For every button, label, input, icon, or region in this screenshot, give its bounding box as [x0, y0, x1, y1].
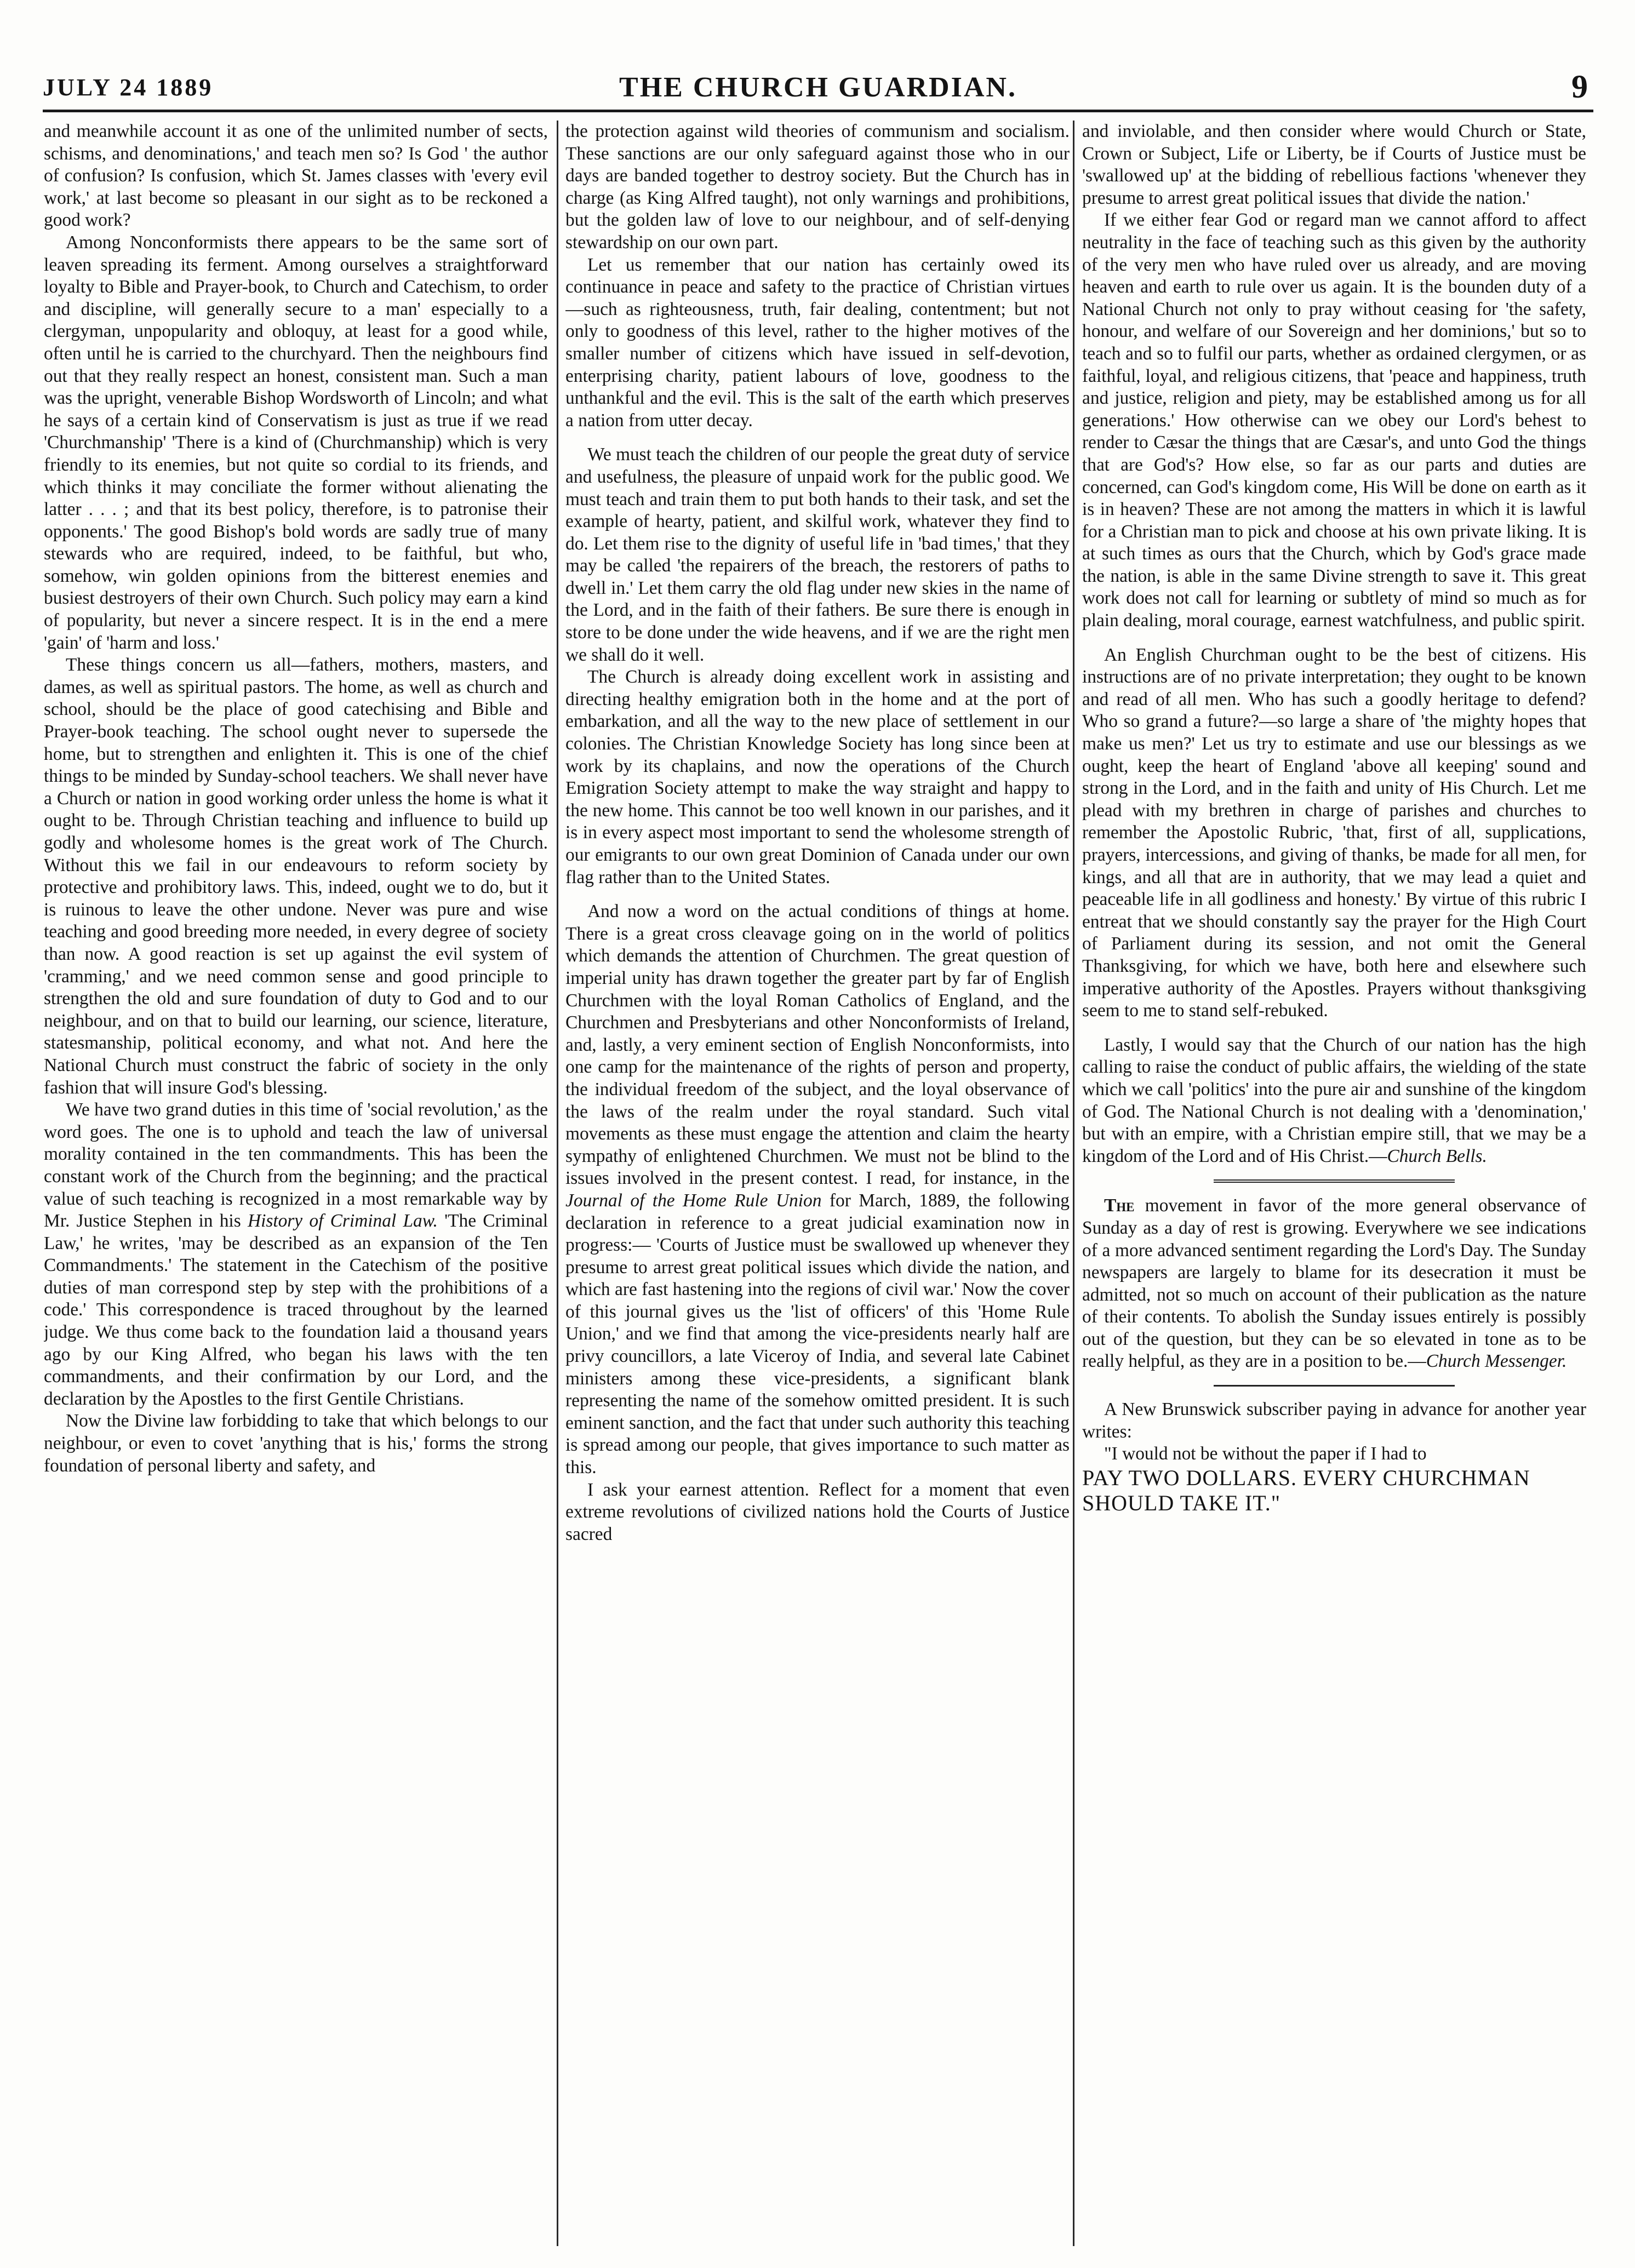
masthead-title: THE CHURCH GUARDIAN.: [619, 72, 1017, 103]
issue-date: JULY 24 1889: [43, 74, 214, 101]
paragraph: and inviolable, and then consider where would Church or State, Crown or Subject, Life or Liberty, be if Courts of Justice must be 'swallowed up' at the bidding of rebellious factions 'whenever they presume to arrest great political issues that divide the nation.': [1082, 121, 1586, 208]
page-header: [43, 68, 1593, 112]
paragraph: "I would not be without the paper if I had to: [1104, 1444, 1427, 1464]
paragraph: [1082, 1034, 1586, 1168]
column-2: [565, 121, 1070, 2246]
paragraph: An English Churchman ought to be the best of citizens. His instructions are of no private interpretation; they ought to be known and read of all men. Who has such a goodly heritage to defend? Who so grand a future?—so large a share of 'the mighty hopes that make us men?' Let us try to estimate and use our blessings as we ought, keep the heart of England 'above all keeping' sound and strong in the Lord, and in the faith and unity of His Church. Let me plead with my brethren in charge of parishes and churches to remember the Apostolic Rubric, 'that, first of all, supplications, prayers, intercessions, and giving of thanks, be made for all men, for kings, and all that are in authority, that we may lead a quiet and peaceable life in all godliness and honesty.' By virtue of this rubric I entreat that we should constantly say the prayer for the High Court of Parliament during its session, and not omit the General Thanksgiving, for which we have, both here and elsewhere such imperative authority of the Apostles. Prayers without thanksgiving seem to me to stand self-rebuked.: [1082, 644, 1586, 1021]
text-run: We have two grand duties in this time of 'social revolution,' as the word goes. The one is to uphold and teach the law of universal morality contained in the ten commandments. This has been the constant work of the Church from the beginning; and the practical value of such teaching is recognized in a most remarkable way by Mr. Justice Stephen in his: [44, 1099, 548, 1232]
paragraph: A New Brunswick subscriber paying in advance for another year writes:: [1082, 1399, 1586, 1442]
paragraph: I ask your earnest attention. Reflect for a moment that even extreme revolutions of civilized nations hold the Courts of Justice sacred: [565, 1479, 1070, 1544]
paragraph: [565, 901, 1070, 1479]
paragraph: We must teach the children of our people the great duty of service and usefulness, the pleasure of unpaid work for the public good. We must teach and train them to put both hands to their task, and set the example of hearty, patient, and skilful work, whatever they find to do. Let them rise to the dignity of useful life in 'bad times,' that they may be called 'the repairers of the breach, the restorers of paths to dwell in.' Let them carry the old flag under new skies in the name of the Lord, and in the faith of their fathers. Be sure there is enough in store to be done under the wide heavens, and if we are the right men we shall do it well.: [565, 444, 1070, 665]
text-run: Lastly, I would say that the Church of our nation has the high calling to raise the conduct of public affairs, the wielding of the state which we call 'politics' into the pure air and sunshine of the kingdom of God. The National Church is not dealing with a 'denomination,' but with an empire, with a Christian empire still, that we may be a kingdom of the Lord and of His Christ.—: [1082, 1034, 1586, 1166]
source-credit: Church Messenger.: [1426, 1351, 1567, 1372]
section-divider: [1214, 1179, 1455, 1183]
paragraph: the protection against wild theories of communism and socialism. These sanctions are our only safeguard against those who in our days are banded together to destroy society. But the Church has in charge (as King Alfred taught), not only warnings and prohibitions, but the golden law of love to our neighbour, and of self-denying stewardship on our own part.: [565, 121, 1070, 253]
paragraph: Let us remember that our nation has certainly owed its continuance in peace and safety to the practice of Christian virtues—such as righteousness, truth, fair dealing, contentment; but not only to goodness of this level, rather to the higher motives of the smaller number of citizens which have issued in self-devotion, enterprising charity, patient labours of love, goodness to the unthankful and the evil. This is the salt of the earth which preserves a nation from utter decay.: [565, 254, 1070, 431]
section-divider: [1214, 1385, 1455, 1387]
paragraph: and meanwhile account it as one of the unlimited number of sects, schisms, and denominations,' and teach men so? Is God ' the author of confusion? Is confusion, which St. James classes with 'every evil work,' at last become so pleasant in our sight as to be reckoned a good work?: [44, 121, 548, 231]
paragraph: These things concern us all—fathers, mothers, masters, and dames, as well as spiritual pastors. The home, as well as church and school, should be the place of good catechising and Bible and Prayer-book teaching. The school ought never to supersede the home, but to strengthen and enlighten it. This is one of the chief things to be minded by Sunday-school teachers. We shall never have a Church or nation in good working order unless the home is what it ought to be. Through Christian teaching and influence to build up godly and wholesome homes is the great work of The Church. Without this we fail in our endeavours to reform society by protective and prohibitory laws. This, indeed, ought we to do, but it is ruinous to leave the other undone. Never was pure and wise teaching and good breeding more needed, in every degree of society than now. A good reaction is set up against the evil system of 'cramming,' and we need common sense and good principle to strengthen the old and sure foundation of duty to God and to our neighbour, and on that to build our learning, our science, literature, statesmanship, political economy, and what not. And here the National Church must construct the fabric of society in the only fashion that will insure God's blessing.: [44, 655, 548, 1098]
journal-title: Journal of the Home Rule Union: [565, 1190, 822, 1211]
column-rule-left: [557, 121, 558, 2246]
lead-word: The: [1104, 1195, 1135, 1216]
text-run: movement in favor of the more general observance of Sunday as a day of rest is growing. Everywhere we see indications of a more advanced sentiment regarding the Lord's Day. The Sunday newspapers are largely to blame for its desecration it must be admitted, not so much on account of their publication as the nature of their contents. To abolish the Sunday issues entirely is possibly out of the question, but they can be so elevated in tone as to be really helpful, as they are in a position to be.—: [1082, 1195, 1586, 1372]
text-run: 'The Criminal Law,' he writes, 'may be described as an expansion of the Ten Commandments.' The statement in the Catechism of the positive duties of man correspond step by step with the prohibitions of a code.' This correspondence is traced throughout by the learned judge. We thus come back to the foundation laid a thousand years ago by our King Alfred, who began his laws with the ten commandments, and their confirmation by our Lord, and the declaration by the Apostles to the first Gentile Christians.: [44, 1211, 548, 1409]
paragraph: The Church is already doing excellent work in assisting and directing healthy emigration both in the home and at the port of embarkation, and all the way to the new place of settlement in our colonies. The Christian Knowledge Society has long since been at work by its chaplains, and now the operations of the Church Emigration Society attempt to make the way straight and happy to the new home. This cannot be too well known in our parishes, and it is in every aspect most important to send the wholesome strength of our emigrants to our own great Dominion of Canada under our own flag rather than to the United States.: [565, 667, 1070, 887]
text-run: And now a word on the actual conditions of things at home. There is a great cross cleavage going on in the world of politics which demands the attention of Churchmen. The great question of imperial unity has drawn together the greater part by far of English Churchmen with the loyal Roman Catholics of England, and the Churchmen and Presbyterians and other Nonconformists of Ireland, and, lastly, a very eminent section of English Nonconformists, into one camp for the maintenance of the rights of person and property, the individual freedom of the subject, and the loyal observance of the laws of the realm under the royal standard. Such vital movements as these must engage the attention and claim the hearty sympathy of enlightened Churchmen. We must not be blind to the issues involved in the present contest. I read, for instance, in the: [565, 901, 1070, 1189]
paragraph: Among Nonconformists there appears to be the same sort of leaven spreading its ferment. Among ourselves a straightforward loyalty to Bible and Prayer-book, to Church and Catechism, to order and discipline, will generally secure to a man' especially to a clergyman, unpopularity and obloquy, at least for a good while, often until he is carried to the churchyard. Then the neighbours find out that they really respect an honest, consistent man. Such a man was the upright, venerable Bishop Wordsworth of Lincoln; and what he says of a certain kind of Conservatism is just as true if we read 'Churchmanship' 'There is a kind of (Churchmanship) which is very friendly to its enemies, but not quite so cordial to its friends, and which thinks it may conciliate the former without alienating the latter . . . ; and that its best policy, therefore, is to patronise their opponents.' The good Bishop's bold words are sadly true of many stewards who are required, indeed, to be faithful, but who, somehow, win golden opinions from the bitterest enemies and busiest destroyers of their own Church. Such policy may earn a kind of popularity, but never a sincere respect. It is in the end a mere 'gain' of 'harm and loss.': [44, 232, 548, 653]
paragraph: [44, 1099, 548, 1410]
page-number: 9: [1571, 68, 1588, 105]
paragraph: [1082, 1195, 1586, 1373]
paragraph: Now the Divine law forbidding to take that which belongs to our neighbour, or even to covet 'anything that is his,' forms the strong foundation of personal liberty and safety, and: [44, 1411, 548, 1476]
text-run: for March, 1889, the following declaration in reference to a great judicial examination now in progress:— 'Courts of Justice must be swallowed up whenever they presume to arrest great political issues which divide the nation, and which are fast hastening into the regions of civil war.' Now the cover of this journal gives us the 'list of officers' of this 'Home Rule Union,' and we find that among the vice-presidents nearly half are privy councillors, a late Viceroy of India, and several late Cabinet ministers among these vice-presidents, a significant blank representing the name of the somehow omitted president. It is such eminent sanction, and the fact that under such authority this teaching is spread among our people, that gives importance to such matter as this.: [565, 1190, 1070, 1478]
column-rule-right: [1073, 121, 1074, 2246]
column-1: [44, 121, 548, 2246]
source-credit: Church Bells.: [1387, 1146, 1487, 1166]
paragraph: If we either fear God or regard man we cannot afford to affect neutrality in the face of teaching such as this given by the authority of the very men who have ruled over us already, and are moving heaven and earth to rule over us again. It is the bounden duty of a National Church not only to pray without ceasing for 'the safety, honour, and welfare of our Sovereign and her dominions,' but so to teach and so to fulfil our parts, whether as ordained clergymen, or as faithful, loyal, and religious citizens, that 'peace and happiness, truth and justice, religion and piety, may be established among us for all generations.' How otherwise can we obey our Lord's behest to render to Cæsar the things that are Cæsar's, and unto God the things that are God's? How else, so far as our parts and duties are concerned, can God's kingdom come, His Will be done on earth as it is in heaven? These are not among the matters in which it is lawful for a Christian man to pick and choose at his own private liking. It is at such times as ours that the Church, which by God's grace made the nation, is able in the same Divine strength to save it. This great work does not call for learning or subtlety of mind so much as for plain dealing, moral courage, earnest watchfulness, and public spirit.: [1082, 210, 1586, 631]
column-3: [1082, 121, 1586, 2246]
endorsement-caps: PAY TWO DOLLARS. EVERY CHURCHMAN SHOULD TAKE IT.": [1082, 1465, 1530, 1515]
book-title: History of Criminal Law.: [247, 1211, 438, 1232]
